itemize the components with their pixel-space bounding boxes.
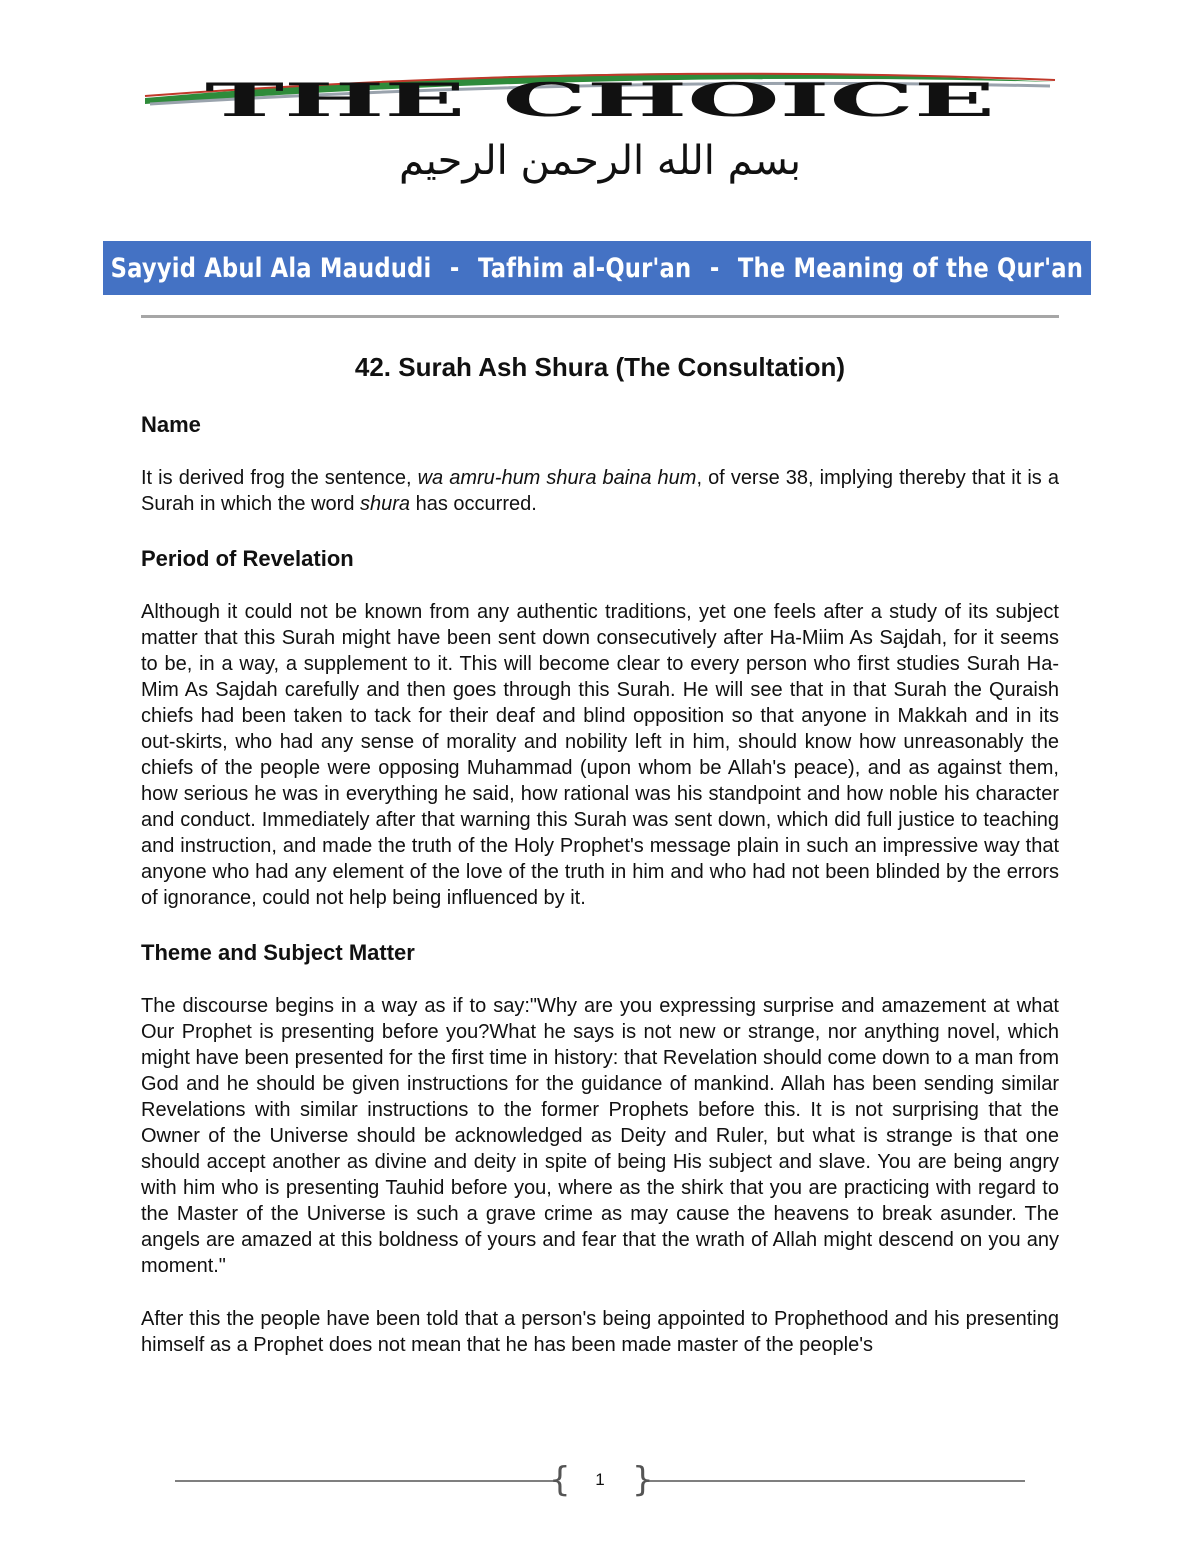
header-banner <box>103 241 1091 295</box>
name-italic-word: shura <box>360 493 411 515</box>
banner-separator: - <box>450 252 460 284</box>
footer-line-right <box>645 1480 1025 1482</box>
footer-bracket-left: { <box>549 1460 571 1500</box>
the-choice-logo <box>140 60 1060 130</box>
name-paragraph <box>141 465 1059 517</box>
bismillah: بسم الله الرحمن الرحيم <box>398 138 802 184</box>
page-title: 42. Surah Ash Shura (The Consultation) <box>354 352 846 382</box>
banner-separator: - <box>709 252 720 284</box>
name-text: , of verse 38, implying thereby that it is a Surah in which the word <box>141 467 1060 515</box>
logo-text: THE CHOICE <box>205 73 995 127</box>
section-heading-period: Period of Revelation <box>141 546 354 571</box>
banner-subtitle: The Meaning of the Qur'an <box>738 252 1084 284</box>
header-divider <box>141 315 1059 318</box>
banner-work: Tafhim al-Qur'an <box>478 252 692 284</box>
theme-paragraph: The discourse begins in a way as if to say:"Why are you expressing surprise and amazement at what Our Prophet is presenting before you?What he says is not new or strange, nor anything novel, which might have been presented for the first time in history: that Revelation should come down to a man from God and he should be given instructions for the guidance of mankind. Allah has been sending similar Revelations with similar instructions to the former Prophets before this. It is not surprising that the Owner of the Universe should be acknowledged as Deity and Ruler, but what is strange is that one should accept another as divine and deity in spite of being His subject and slave. You are being angry with him who is presenting Tauhid before you, where as the shirk that you are practicing with regard to the Master of the Universe is such a grave crime as may cause the heavens to break asunder. The angels are amazed at this boldness of yours and fear that the wrath of Allah might descend on you any moment." <box>141 995 1059 1277</box>
theme-paragraph: After this the people have been told that a person's being appointed to Prophethood and his presenting himself as a Prophet does not mean that he has been made master of the people's <box>141 1308 1059 1356</box>
document-body <box>141 410 1059 1358</box>
page-number: 1 <box>595 1470 605 1489</box>
name-text: It is derived frog the sentence, <box>141 467 418 489</box>
footer-line-left <box>175 1480 555 1482</box>
section-heading-name: Name <box>141 412 201 437</box>
name-italic-phrase: wa amru-hum shura baina hum <box>417 467 697 489</box>
footer-bracket-right: } <box>632 1460 654 1500</box>
name-text: has occurred. <box>410 493 537 515</box>
section-heading-theme: Theme and Subject Matter <box>141 940 415 965</box>
period-paragraph: Although it could not be known from any authentic traditions, yet one feels after a study of its subject matter that this Surah might have been sent down consecutively after Ha-Miim As Sajdah, for it seems to be, in a way, a supplement to it. This will become clear to every person who first studies Surah Ha-Mim As Sajdah carefully and then goes through this Surah. He will see that in that Surah the Quraish chiefs had been taken to tack for their deaf and blind opposition so that anyone in Makkah and in its out-skirts, who had any sense of morality and nobility left in him, should know how unreasonably the chiefs of the people were opposing Muhammad (upon whom be Allah's peace), and as against them, how serious he was in everything he said, how rational was his standpoint and how noble his character and conduct. Immediately after that warning this Surah was sent down, which did full justice to teaching and instruction, and made the truth of the Holy Prophet's message plain in such an impressive way that anyone who had any element of the love of the truth in him and who had not been blinded by the errors of ignorance, could not help being influenced by it. <box>141 601 1059 909</box>
banner-author: Sayyid Abul Ala Maududi <box>110 252 432 284</box>
